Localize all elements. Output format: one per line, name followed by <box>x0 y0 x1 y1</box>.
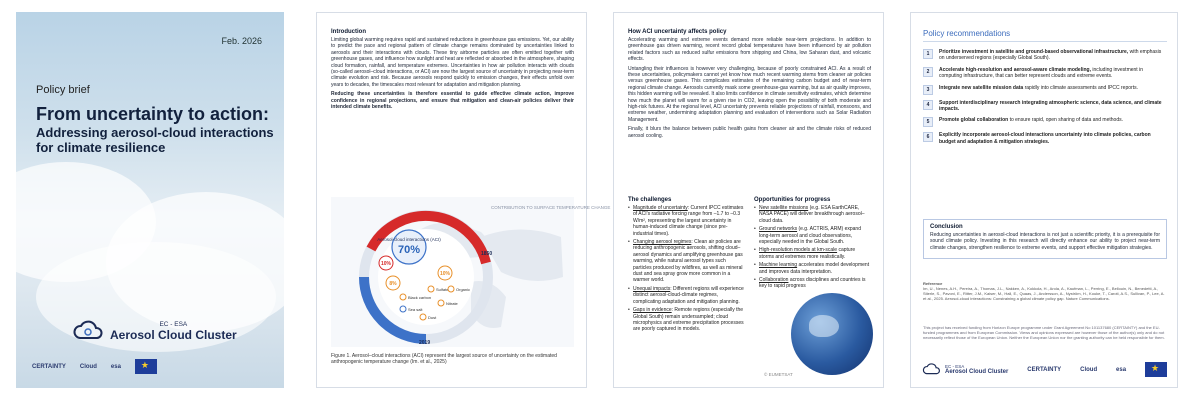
cloud-logo-icon <box>923 363 941 376</box>
item-key: Machine learning <box>759 262 798 269</box>
paragraph: Reducing these uncertainties is therefore essential to guide effective climate action, improve confidence in regional projections, and ensure that mitigation and clean-air policies deliver their intended climate benefits. <box>331 91 574 111</box>
challenges-list <box>628 205 744 333</box>
list-item <box>754 277 870 290</box>
recommendation-item <box>923 49 1167 62</box>
partner-logo: Cloud <box>79 363 97 370</box>
cluster-logo-name: Aerosol Cloud Cluster <box>110 327 237 342</box>
item-key: Ground networks <box>759 226 798 233</box>
recommendations-list <box>923 49 1167 150</box>
paragraph: Limiting global warming requires rapid and sustained reductions in greenhouse gas emissions. Yet, our ability to predict the pace and regional pattern of climate change remains dominated by uncertainties linked to aerosols and their interactions with clouds. These tiny airborne particles are often emitted together with greenhouse gases, and influence how sunlight and heat are reflected or absorbed in the atmosphere, shaping cloud formation, rainfall, and temperature extremes. Uncertainties in how air pollution interacts with clouds (so-called aerosol–cloud interactions, or ACI) are now the largest source of uncertainty in projecting near-term climate evolution and risk. Because aerosols respond quickly to emission changes, their effects unfold over years to decades, the timescales most relevant for adaptation and mitigation planning. <box>331 37 574 88</box>
item-key: Changing aerosol regimes <box>633 239 692 246</box>
rec-bold: Explicitly incorporate aerosol-cloud interactions uncertainty into climate policies, carbon budget and adaptation & mitigation strategies. <box>939 132 1151 145</box>
item-text: (e.g. ESA EarthCARE, NASA PACE) will deliver breakthrough aerosol–cloud data. <box>759 205 865 224</box>
partner-logo: esa <box>1116 366 1127 373</box>
map-shape <box>481 230 563 282</box>
cover-label: Policy brief <box>36 84 90 96</box>
list-item <box>628 307 744 333</box>
cover-date: Feb. 2026 <box>221 36 262 46</box>
rec-number: 2 <box>923 67 933 77</box>
recommendation-item <box>923 85 1167 95</box>
partner-logo: CERTAINTY <box>32 363 66 370</box>
pct-label: 8% <box>389 281 397 287</box>
rec-number: 6 <box>923 132 933 142</box>
item-key: High-resolution models at km-scale <box>759 247 838 254</box>
conclusion-box <box>923 219 1167 259</box>
item-key: Collaboration <box>759 277 789 284</box>
image-credit: © EUMETSAT <box>764 372 793 377</box>
item-text: : Remote regions (especially the Global South) remain undersampled; cloud microphysics and extreme precipitation processes are poorly captured in models. <box>633 307 744 333</box>
list-item <box>628 205 744 237</box>
rec-bold: Prioritize investment in satellite and ground-based observational infrastructure, <box>939 49 1129 55</box>
item-text: (e.g. ACTRIS, ARM) expand long-term aerosol and cloud observations, especially needed in the Global South. <box>759 226 861 246</box>
rec-text <box>939 132 1167 145</box>
list-item <box>628 239 744 284</box>
references-text: Im, U., Nenes, A.H., Pereira, A., Thomas, J.L., Nakken, A., Kokkola, H., Arola, A., Kaufman, L., Perring, E., Bellouin, N., Benedetti, A., Stierle, S., Pavoni, E., Ritter, J.M., Kaiser, M., Hall, E., Quaas, J., Andersson, A., Nyström, H., Kouke, T., Caroti, A.S., Sullivan, P., Lee, A. et al., 2025. Aerosol-cloud interactions: Constraining a global climate policy gap. Nature Communications. <box>923 286 1165 301</box>
cover-subtitle <box>36 125 276 155</box>
rec-number: 3 <box>923 85 933 95</box>
arc-caption: CONTRIBUTION TO SURFACE TEMPERATURE CHANGE <box>491 205 611 210</box>
pct-label: 10% <box>439 271 451 277</box>
paragraph: Reducing uncertainties in aerosol-cloud interactions is not just a scientific priority, it is a prerequisite for sound climate policy. Investing in this research will directly enhance our ability to project near-term climate changes, strengthen resilience to extreme events, and support effective mitigation strategies. <box>930 232 1160 251</box>
rec-rest: rapidly into climate assessments and IPCC reports. <box>1023 84 1138 91</box>
challenges-column <box>628 197 744 335</box>
section-heading: Conclusion <box>930 224 963 230</box>
item-key: Gaps in evidence <box>633 307 672 314</box>
section-heading: The challenges <box>628 197 672 203</box>
section-heading: Opportunities for progress <box>754 197 831 203</box>
rec-text <box>939 67 1167 80</box>
aci-label: Aerosol-cloud interactions (ACI) <box>377 237 441 242</box>
section-heading: How ACI uncertainty affects policy <box>628 29 727 35</box>
partner-logo: Cloud <box>1080 366 1098 373</box>
item-key: Magnitude of uncertainty <box>633 205 688 211</box>
page-introduction <box>316 12 611 388</box>
aerosol-item: Black carbon <box>408 295 432 300</box>
partner-logo: esa <box>110 363 121 370</box>
recommendation-item <box>923 100 1167 113</box>
footer-logos <box>923 362 1167 377</box>
cover-page <box>16 12 284 388</box>
pct-label: 10% <box>380 261 392 267</box>
rec-bold: Support interdisciplinary research integrating atmospheric science, data science, and climate impacts. <box>939 99 1162 113</box>
partner-logo: CERTAINTY <box>1027 366 1062 373</box>
rec-bold: Accelerate high-resolution and aerosol-aware climate modeling, <box>939 66 1091 73</box>
item-text: accelerates model development and improves data interpretation. <box>759 262 870 275</box>
earth-image <box>791 293 873 375</box>
paragraph: Untangling their influences is however very challenging, because of poorly constrained ACI. As a result of these uncertainties, policymakers cannot yet know how much recent warming stems from cleaner air policies versus greenhouse gases. This complicates estimates of the remaining carbon budget and of near-term regional climate change. Aerosols currently mask some greenhouse-gas warming, but as air quality improves, this hidden warming will be revealed. It also limits confidence in climate sensitivity estimates, which determine how much the planet will warm for a given rise in CO2, leaving open the possibility of both moderate and high-risk futures. At the regional level, ACI uncertainty prevents reliable projections of rainfall, monsoons, and extreme weather, undermining adaptation planning and evaluation of interventions such as Solar Radiation Management. <box>628 65 871 123</box>
item-text: : Current IPCC estimates of ACI's radiative forcing range from –1.7 to –0.3 W/m², representing the largest uncertainty in human-induced climate change (since pre-industrial times). <box>633 205 744 237</box>
item-key: Unequal impacts <box>633 285 671 292</box>
figure-caption: Figure 1. Aerosol–cloud interactions (ACI) represent the largest source of uncertainty on the estimated anthropogenic temperature change (Im. et al., 2025) <box>331 353 557 366</box>
recommendations-title: Policy recommendations <box>923 29 1167 42</box>
references <box>923 281 1167 301</box>
rec-number: 4 <box>923 100 933 110</box>
rec-rest: to ensure rapid, open sharing of data and methods. <box>1008 117 1123 124</box>
aci-diagram <box>331 197 611 347</box>
section-heading: Introduction <box>331 29 366 35</box>
references-heading: Reference <box>923 281 943 286</box>
cluster-logo-prefix: EC - ESA <box>159 320 188 328</box>
cover-subtitle-line: for climate resilience <box>36 140 166 155</box>
cloud-logo-icon <box>74 320 104 342</box>
year-start: 1850 <box>481 251 493 257</box>
partner-logos <box>32 359 157 374</box>
cover-title: From uncertainty to action: <box>36 104 270 124</box>
page-policy-impact <box>613 12 884 388</box>
list-item <box>754 205 870 224</box>
footer-logo-name: Aerosol Cloud Cluster <box>945 369 1009 375</box>
aerosol-item: Sulfate <box>436 287 449 292</box>
rec-bold: Integrate new satellite mission data <box>939 84 1024 91</box>
item-text: capture storms and extremes more realistically. <box>759 247 856 260</box>
aci-value: 70% <box>397 244 421 256</box>
aci-figure <box>331 197 611 347</box>
aerosol-item: Nitrate <box>446 301 458 306</box>
rec-text <box>939 117 1123 127</box>
rec-rest: including investment in computing infrastructure, that can better represent clouds and extreme events. <box>939 66 1143 80</box>
recommendation-item <box>923 117 1167 127</box>
rec-text <box>939 85 1138 95</box>
cover-subtitle-line: Addressing aerosol-cloud interactions <box>36 125 274 140</box>
rec-text <box>939 49 1167 62</box>
year-end: 2019 <box>419 340 431 346</box>
aci-policy-section <box>628 29 871 142</box>
page-recommendations <box>910 12 1178 388</box>
footer-logo-prefix: EC - ESA <box>945 364 965 369</box>
item-text: : Different regions will experience distinct aerosol-cloud-climate regimes, complicating adaptation and mitigation planning. <box>633 285 744 305</box>
paragraph: Finally, it blurs the balance between public health gains from cleaner air and the climate risks of reduced aerosol cooling. <box>628 126 871 139</box>
eu-flag-icon <box>135 359 157 374</box>
aerosol-item: Dust <box>428 315 437 320</box>
rec-text <box>939 100 1167 113</box>
list-item <box>628 286 744 305</box>
opportunities-list <box>754 205 870 290</box>
footer-cluster-logo <box>923 363 1008 376</box>
rec-rest: with emphasis on underserved regions (especially Global South). <box>939 49 1162 62</box>
recommendation-item <box>923 67 1167 80</box>
eu-flag-icon <box>1145 362 1167 377</box>
item-key: New satellite missions <box>759 205 809 211</box>
aerosol-item: Organic <box>456 287 471 292</box>
aerosol-item: Sea salt <box>408 307 423 312</box>
cluster-logo <box>74 320 237 342</box>
list-item <box>754 262 870 275</box>
funding-note: This project has received funding from Horizon Europe programme under Grant Agreement No 101137680 (CERTAINTY) and the EU-funded programmes and from European Commission. Views and opinions expressed are however those of the author(s) only and do not necessarily reflect those of the European Union. Neither the European Union nor the granting authority can be held responsible for them. <box>923 325 1165 340</box>
list-item <box>754 247 870 260</box>
rec-number: 5 <box>923 117 933 127</box>
introduction-section <box>331 29 574 113</box>
recommendation-item <box>923 132 1167 145</box>
item-text: across disciplines and countries is key to rapid progress <box>759 277 866 290</box>
item-text: : Clean air policies are reducing anthropogenic aerosols, shifting cloud–aerosol dynamics and amplifying greenhouse gas warming, while natural aerosol types such particles produced by wildfires, as well as mineral dust and sea spray grow more common in a warmer world. <box>633 239 743 284</box>
list-item <box>754 226 870 245</box>
rec-number: 1 <box>923 49 933 59</box>
paragraph: Accelerating warming and extreme events demand more reliable near-term projections. In addition to greenhouse gas driven warming, recent record global temperatures have been influenced by air pollution related factors such as reduced sulfur emissions from shipping and China, low Saharan dust, and volcanic effects. <box>628 37 871 63</box>
rec-bold: Promote global collaboration <box>939 117 1009 124</box>
